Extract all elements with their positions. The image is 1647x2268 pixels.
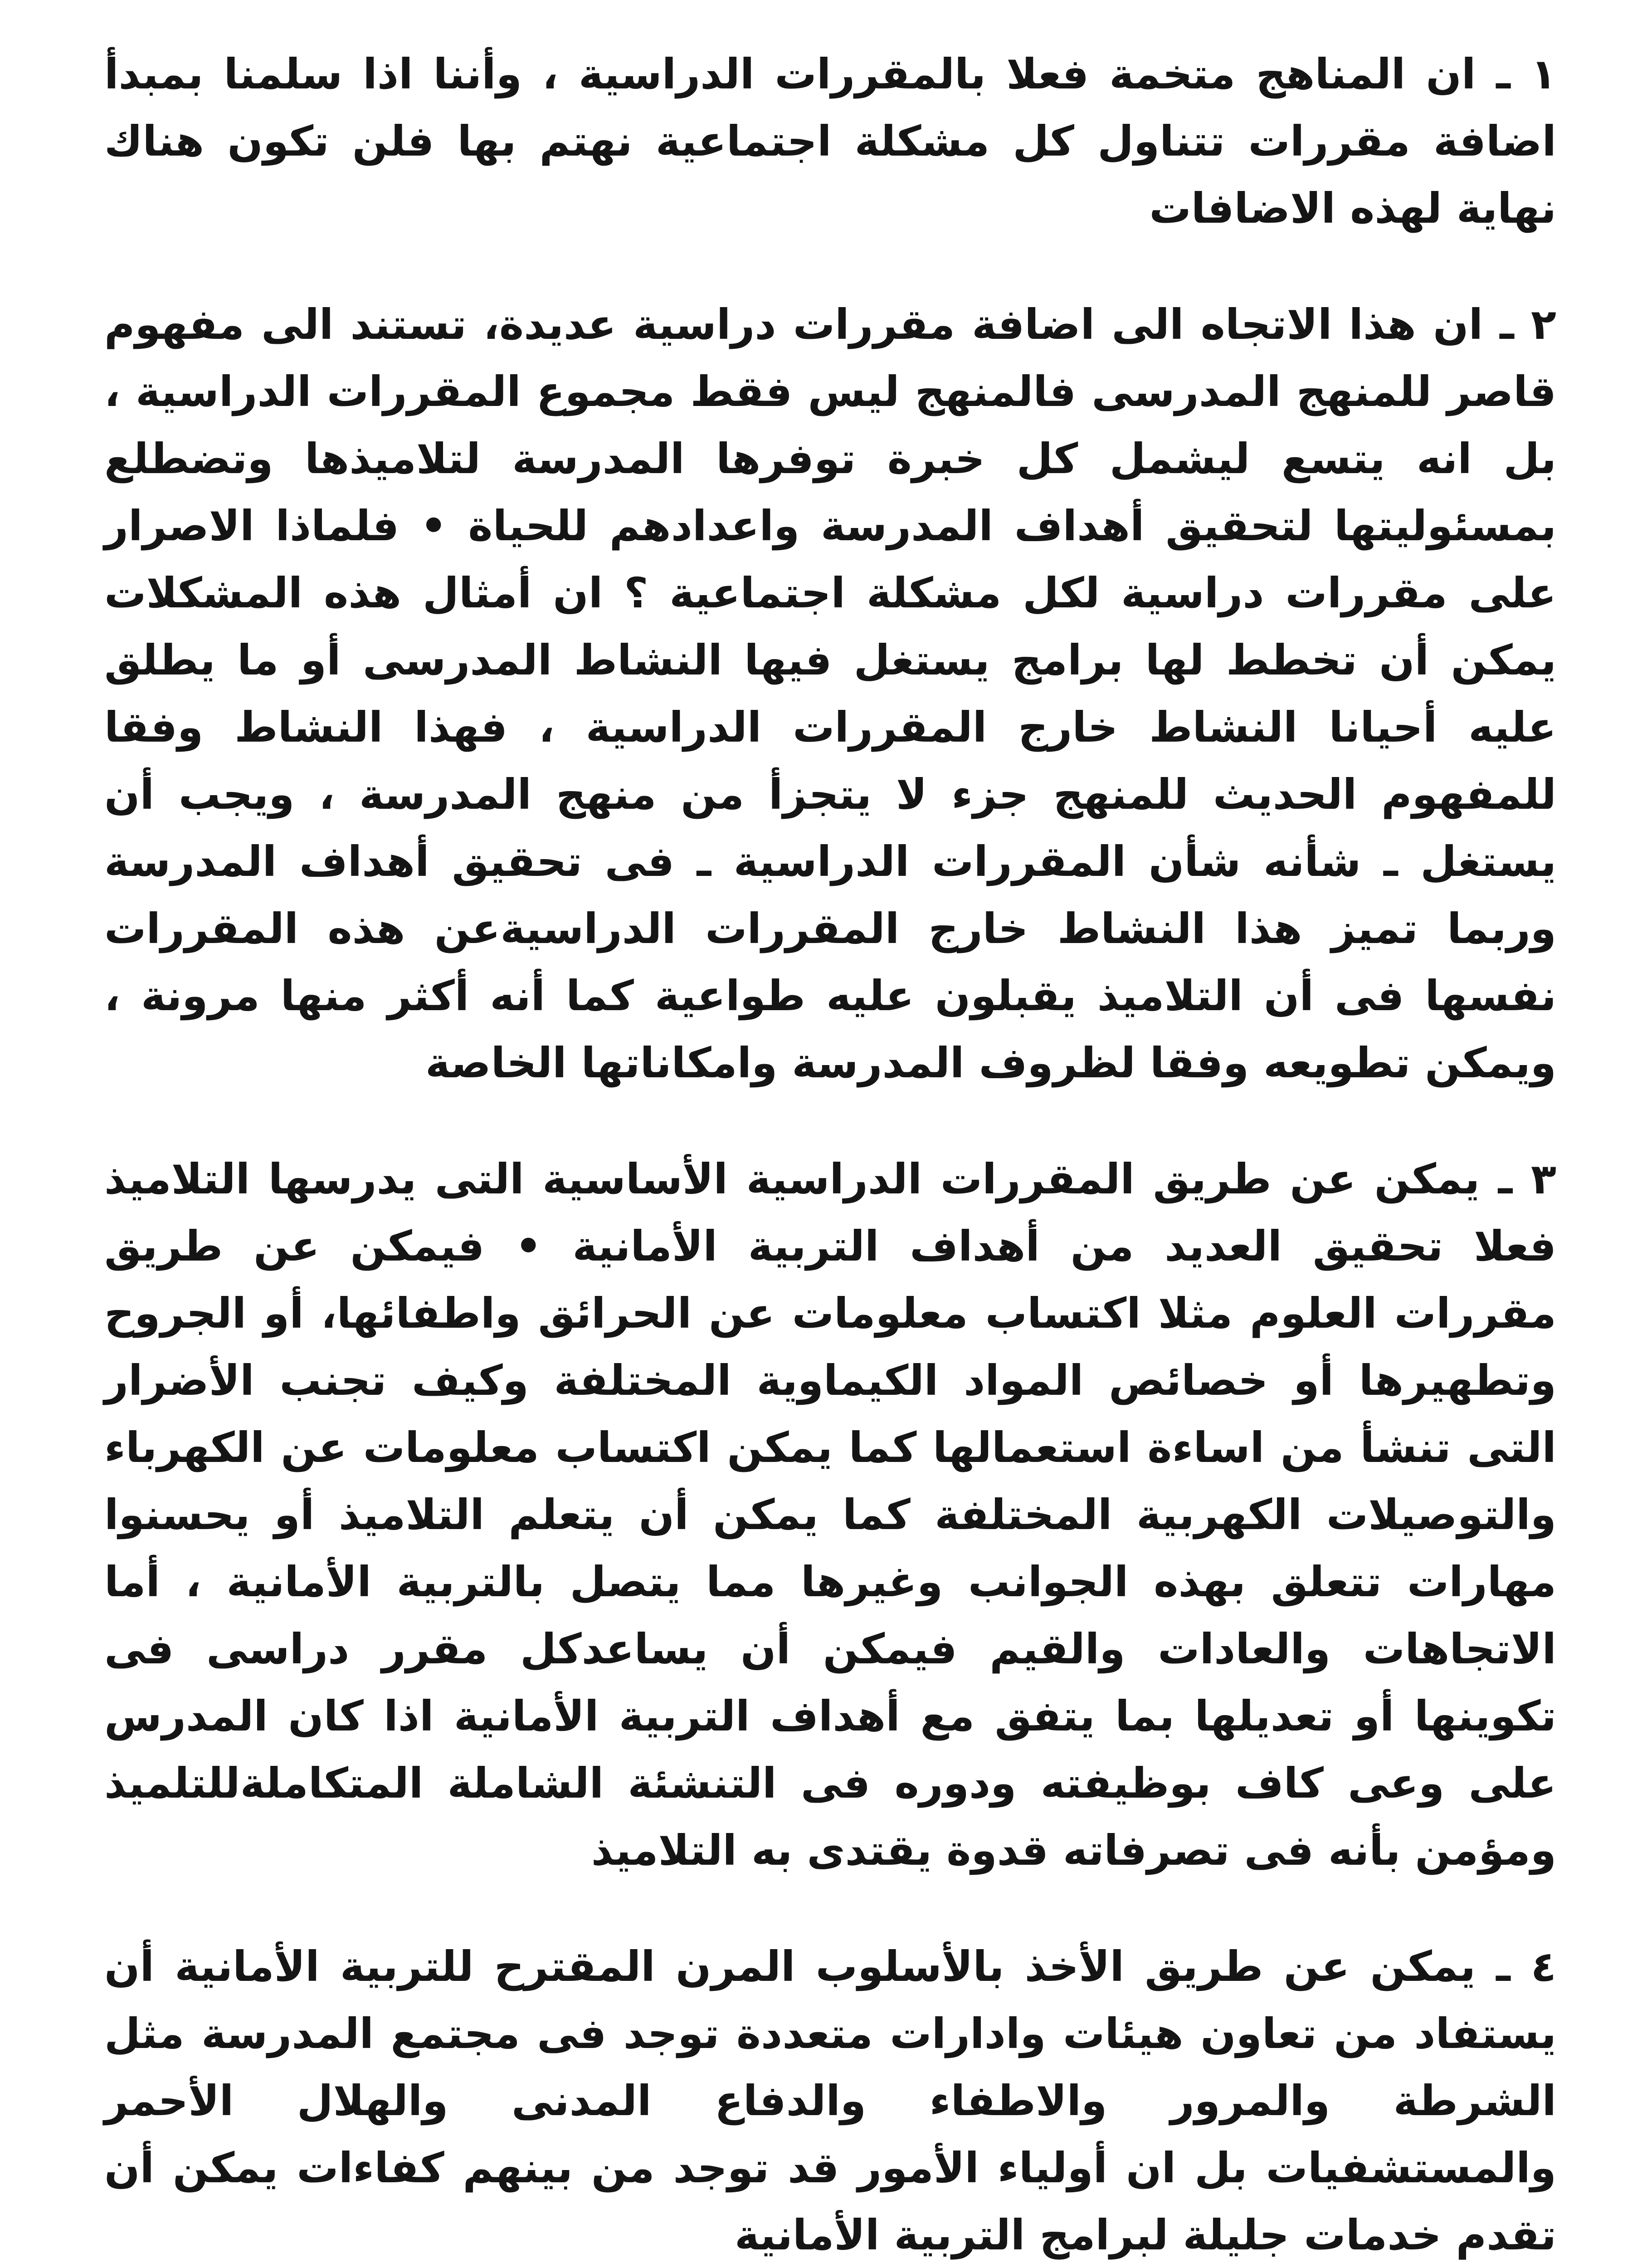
paragraph-point-1: ١ ـ ان المناهج متخمة فعلا بالمقررات الدراسية ، وأننا اذا سلمنا بمبدأ اضافة مقررات تتناول كل مشكلة اجتماعية نهتم بها فلن تكون هناك نهاية لهذه الاضافات — [104, 50, 1556, 233]
document-page — [104, 41, 1556, 2268]
paragraph-point-3: ٣ ـ يمكن عن طريق المقررات الدراسية الأساسية التى يدرسها التلاميذ فعلا تحقيق العديد من أهداف التربية الأمانية • فيمكن عن طريق مقررات العلوم مثلا اكتساب معلومات عن الحرائق واطفائها، أو الجروح وتطهيرها أو خصائص المواد الكيماوية المختلفة وكيف تجنب الأضرار التى تنشأ من اساءة استعمالها كما يمكن اكتساب معلومات عن الكهرباء والتوصيلات الكهربية المختلفة كما يمكن أن يتعلم التلاميذ أو يحسنوا مهارات تتعلق بهذه الجوانب وغيرها مما يتصل بالتربية الأمانية ، أما الاتجاهات والعادات والقيم فيمكن أن يساعدكل مقرر دراسى فى تكوينها أو تعديلها بما يتفق مع أهداف التربية الأمانية اذا كان المدرس على وعى كاف بوظيفته ودوره فى التنشئة الشاملة المتكاملةللتلميذ ومؤمن بأنه فى تصرفاته قدوة يقتدى به التلاميذ — [104, 1155, 1556, 1875]
paragraph-point-4: ٤ ـ يمكن عن طريق الأخذ بالأسلوب المرن المقترح للتربية الأمانية أن يستفاد من تعاون هيئات وادارات متعددة توجد فى مجتمع المدرسة مثل الشرطة والمرور والاطفاء والدفاع المدنى والهلال الأحمر والمستشفيات بل ان أولياء الأمور قد توجد من بينهم كفاءات يمكن أن تقدم خدمات جليلة لبرامج التربية الأمانية — [104, 1942, 1556, 2259]
paragraph-point-2: ٢ ـ ان هذا الاتجاه الى اضافة مقررات دراسية عديدة، تستند الى مفهوم قاصر للمنهج المدرسى فالمنهج ليس فقط مجموع المقررات الدراسية ، بل انه يتسع ليشمل كل خبرة توفرها المدرسة لتلاميذها وتضطلع بمسئوليتها لتحقيق أهداف المدرسة واعدادهم للحياة • فلماذا الاصرار على مقررات دراسية لكل مشكلة اجتماعية ؟ ان أمثال هذه المشكلات يمكن أن تخطط لها برامج يستغل فيها النشاط المدرسى أو ما يطلق عليه أحيانا النشاط خارج المقررات الدراسية ، فهذا النشاط وفقا للمفهوم الحديث للمنهج جزء لا يتجزأ من منهج المدرسة ، ويجب أن يستغل ـ شأنه شأن المقررات الدراسية ـ فى تحقيق أهداف المدرسة وربما تميز هذا النشاط خارج المقررات الدراسيةعن هذه المقررات نفسها فى أن التلاميذ يقبلون عليه طواعية كما أنه أكثر منها مرونة ، ويمكن تطويعه وفقا لظروف المدرسة وامكاناتها الخاصة — [104, 300, 1556, 1087]
